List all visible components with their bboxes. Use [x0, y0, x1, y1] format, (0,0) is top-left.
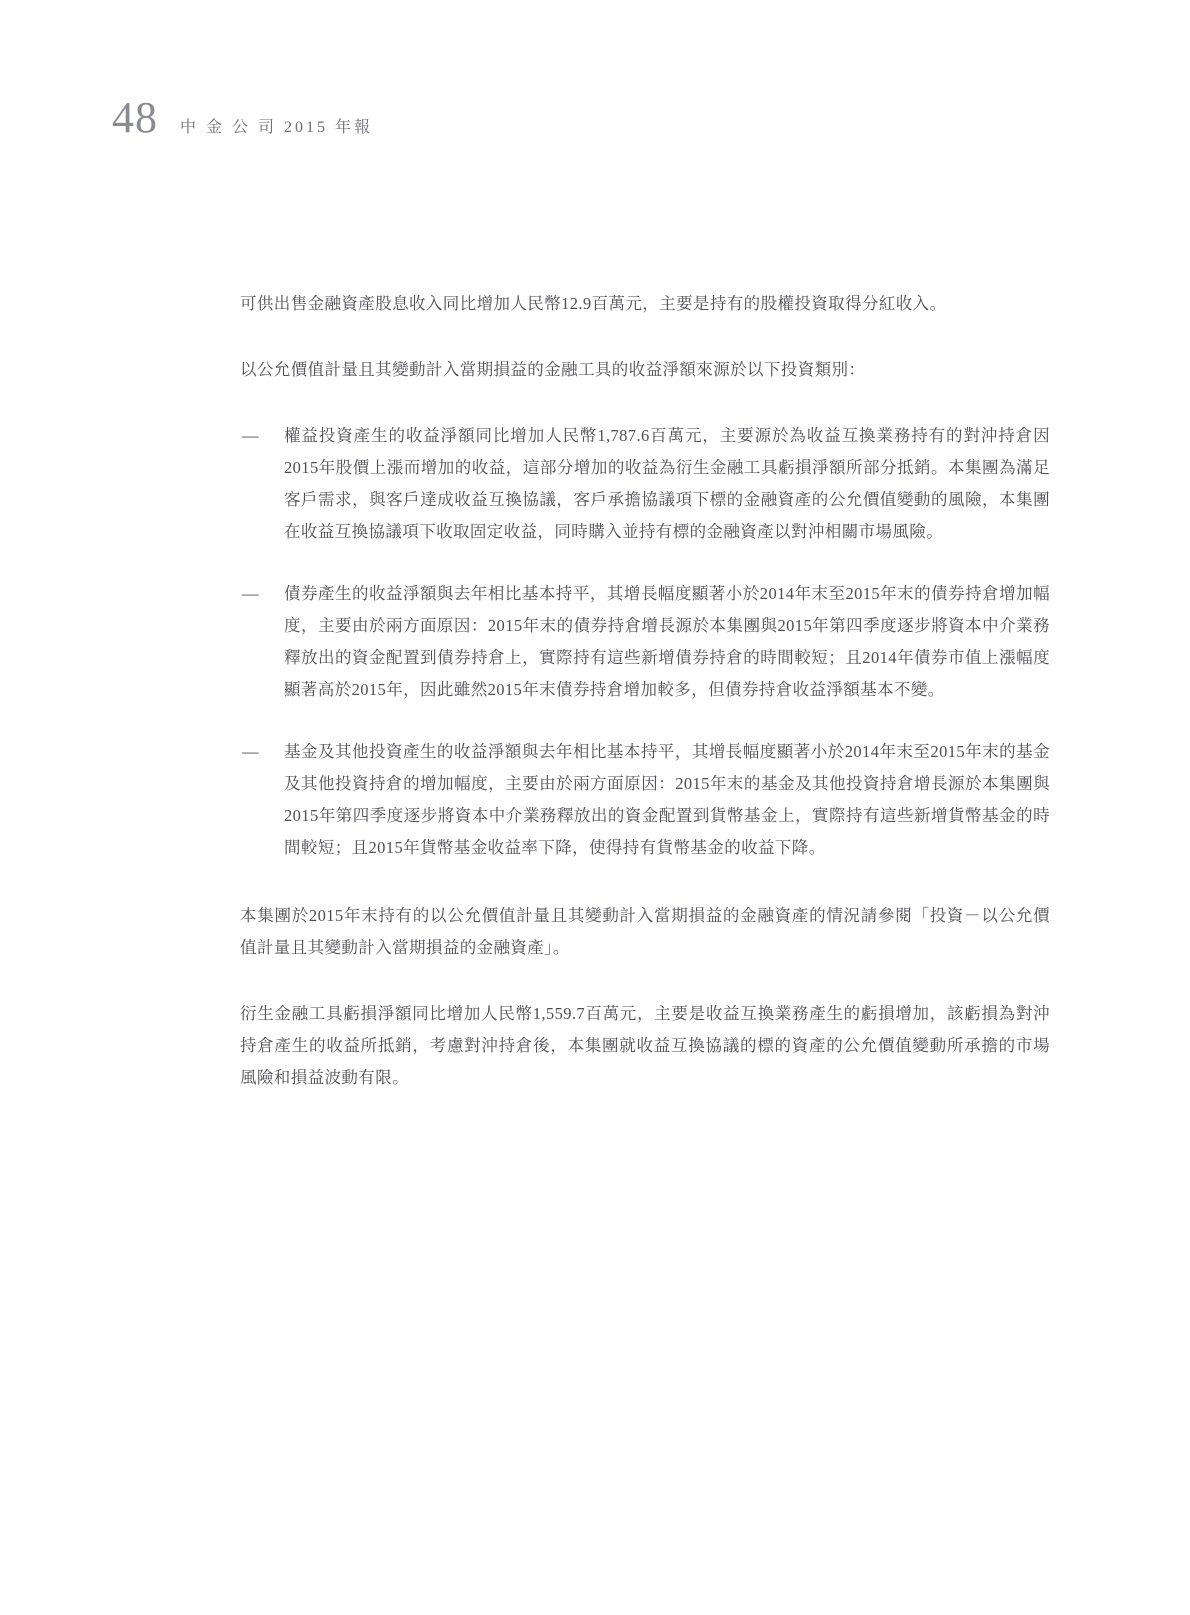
- list-item: [240, 420, 1050, 548]
- list-item-text: 權益投資產生的收益淨額同比增加人民幣1,787.6百萬元，主要源於為收益互換業務持有的對沖持倉因2015年股價上漲而增加的收益，這部分增加的收益為衍生金融工具虧損淨額所部分抵銷。本集團為滿足客戶需求，與客戶達成收益互換協議，客戶承擔協議項下標的金融資產的公允價值變動的風險，本集團在收益互換協議項下收取固定收益，同時購入並持有標的金融資產以對沖相關市場風險。: [284, 426, 1050, 541]
- paragraph-4: 衍生金融工具虧損淨額同比增加人民幣1,559.7百萬元，主要是收益互換業務產生的虧損增加，該虧損為對沖持倉產生的收益所抵銷，考慮對沖持倉後，本集團就收益互換協議的標的資產的公允價值變動所承擔的市場風險和損益波動有限。: [240, 1004, 1050, 1087]
- list-item: [240, 736, 1050, 864]
- bullet-dash-icon: —: [242, 426, 259, 445]
- bullet-dash-icon: —: [242, 742, 259, 761]
- header-title: 中 金 公 司 2015 年報: [180, 119, 374, 136]
- page-header: [112, 93, 374, 142]
- page-content: [240, 288, 1050, 1094]
- paragraph-1: 可供出售金融資產股息收入同比增加人民幣12.9百萬元，主要是持有的股權投資取得分紅收入。: [240, 294, 947, 313]
- paragraph-2: 以公允價值計量且其變動計入當期損益的金融工具的收益淨額來源於以下投資類別：: [240, 360, 866, 379]
- list-item-text: 債券產生的收益淨額與去年相比基本持平，其增長幅度顯著小於2014年末至2015年末的債券持倉增加幅度，主要由於兩方面原因：2015年末的債券持倉增長源於本集團與2015年第四季度逐步將資本中介業務釋放出的資金配置到債券持倉上，實際持有這些新增債券持倉的時間較短；且2014年債券市值上漲幅度顯著高於2015年，因此雖然2015年末債券持倉增加較多，但債券持倉收益淨額基本不變。: [284, 584, 1050, 699]
- page-number: 48: [112, 93, 158, 142]
- list-item-text: 基金及其他投資產生的收益淨額與去年相比基本持平，其增長幅度顯著小於2014年末至2015年末的基金及其他投資持倉的增加幅度，主要由於兩方面原因：2015年末的基金及其他投資持倉增長源於本集團與2015年第四季度逐步將資本中介業務釋放出的資金配置到貨幣基金上，實際持有這些新增貨幣基金的時間較短；且2015年貨幣基金收益率下降，使得持有貨幣基金的收益下降。: [284, 742, 1050, 857]
- bullet-list: [240, 420, 1050, 864]
- paragraph-3: 本集團於2015年末持有的以公允價值計量且其變動計入當期損益的金融資產的情況請參閱「投資－以公允價值計量且其變動計入當期損益的金融資產」。: [240, 906, 1050, 957]
- list-item: [240, 578, 1050, 706]
- bullet-dash-icon: —: [242, 584, 259, 603]
